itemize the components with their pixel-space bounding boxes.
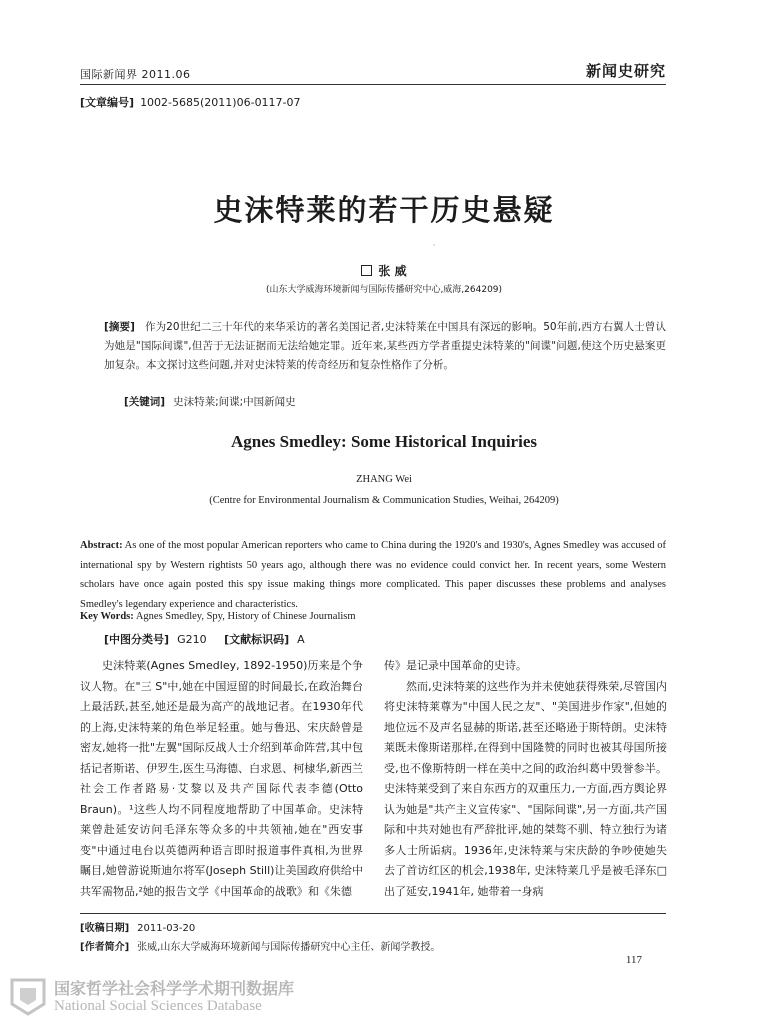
section-name: 新闻史研究 [585, 62, 666, 80]
body-paragraph: 传》是记录中国革命的史诗。 [384, 659, 527, 672]
abstract-chinese [104, 318, 666, 375]
title-chinese: 史沫特莱的若干历史悬疑 [213, 193, 555, 227]
body-paragraph: 史沫特莱(Agnes Smedley, 1892-1950)历来是个争议人物。在"三 S"中,她在中国逗留的时间最长,在政治舞台上最活跃,甚至,她还是最为高产的战地记者。在1930年代的上海,史沫特莱的角色举足轻重。她与鲁迅、宋庆龄曾是密友,她将一批"左翼"国际反战人士介绍到革命阵营,其中包括记者斯诺、伊罗生,医生马海德、白求恩、柯棣华,新西兰社会工作者路易·艾黎以及共产国际代表李德(Otto Braun)。¹这些人均不同程度地帮助了中国革命。史沫特莱曾赴延安访问毛泽东等众多的中共领袖,她在"西安事变"中通过电台以英德两种语言即时报道事件真相,为世界瞩目,她曾游说斯迪尔将军(Joseph Still)让美国政府供给中共军需物品,²她的报告文学《中国革命的战歌》和《朱德 [80, 659, 363, 898]
abstract-english [80, 536, 666, 614]
doc-code-value: A [297, 633, 305, 646]
header-rule [80, 84, 666, 85]
keywords-cn-label: [关键词] [124, 396, 166, 408]
article-code-value: 1002-5685(2011)06-0117-07 [140, 96, 301, 109]
watermark-line-cn: 国家哲学社会科学学术期刊数据库 [54, 979, 295, 998]
body-column-left [80, 656, 363, 902]
author-name-cn: 张 威 [378, 264, 407, 278]
keywords-en-text: Agnes Smedley, Spy, History of Chinese Journalism [135, 611, 356, 622]
keywords-en-label: Key Words: [80, 611, 134, 622]
author-bio-text: 张威,山东大学威海环境新闻与国际传播研究中心主任、新闻学教授。 [137, 942, 441, 953]
scan-speck: ˙ [432, 244, 436, 253]
doc-code-label: [文献标识码] [224, 633, 290, 646]
keywords-english [80, 611, 356, 622]
author-english: ZHANG Wei [356, 474, 412, 485]
database-logo-icon [8, 974, 48, 1018]
author-bio-label: [作者简介] [80, 942, 130, 953]
title-english: Agnes Smedley: Some Historical Inquiries [231, 432, 537, 451]
journal-issue: 国际新闻界 2011.06 [80, 68, 191, 81]
affiliation-chinese: (山东大学威海环境新闻与国际传播研究中心,威海,264209) [265, 285, 503, 295]
abstract-cn-label: [摘要] [104, 321, 135, 333]
received-date [80, 919, 195, 934]
classification-line [104, 631, 319, 647]
author-bio [80, 938, 440, 953]
abstract-en-label: Abstract: [80, 540, 123, 551]
abstract-cn-text: 作为20世纪二三十年代的来华采访的著名美国记者,史沫特莱在中国具有深远的影响。50年前,西方右翼人士曾认为她是"国际间谍",但苦于无法证据而无法给她定罪。近年来,某些西方学者重提史沫特莱的"间谍"问题,使这个历史悬案更加复杂。本文探讨这些问题,并对史沫特莱的传奇经历和复杂性格作了分析。 [104, 321, 666, 371]
article-code [80, 94, 301, 110]
database-watermark [8, 974, 295, 1020]
body-column-right [384, 656, 667, 902]
page-number: 117 [625, 954, 642, 966]
clc-value: G210 [177, 633, 207, 646]
watermark-line-en: National Social Sciences Database [54, 998, 262, 1014]
article-code-label: [文章编号] [80, 96, 135, 109]
footnote-rule [80, 913, 666, 914]
received-value: 2011-03-20 [137, 923, 196, 934]
author-box-icon [361, 265, 372, 276]
author-chinese [0, 262, 768, 279]
keywords-chinese [124, 394, 296, 409]
body-paragraph: 然而,史沫特莱的这些作为并未使她获得殊荣,尽管国内将史沫特莱尊为"中国人民之友"、"美国进步作家",但她的地位远不及声名显赫的斯诺,甚至还略逊于斯特朗。史沫特莱既未像斯诺那样,在得到中国隆赞的同时也被其母国所接受,也不像斯特朗一样在美中之间的政治纠葛中毁誉参半。史沫特莱受到了来自东西方的双重压力,一方面,西方舆论界认为她是"共产主义宣传家"、"国际间谍",另一方面,共产国际和中共对她也有严辞批评,她的桀骜不驯、特立独行为诸多人士所诟病。1936年,史沫特莱与宋庆龄的争吵使她失去了首访红区的机会,1938年, 史沫特莱几乎是被毛泽东□出了延安,1941年, 她带着一身病 [384, 679, 667, 898]
clc-label: [中图分类号] [104, 633, 170, 646]
affiliation-english: (Centre for Environmental Journalism & Communication Studies, Weihai, 264209) [209, 495, 559, 506]
received-label: [收稿日期] [80, 923, 130, 934]
abstract-en-text: As one of the most popular American reporters who came to China during the 1920's and 1930's, Agnes Smedley was accused of international spy by Western rightists 50 years ago, although there was no evidence could convict her. In recent years, some Western scholars have once again posted this spy issue making things more complicated. This paper discusses these problems and analyses Smedley's legendary experience and characteristics. [80, 540, 667, 610]
keywords-cn-text: 史沫特莱;间谍;中国新闻史 [173, 396, 296, 408]
